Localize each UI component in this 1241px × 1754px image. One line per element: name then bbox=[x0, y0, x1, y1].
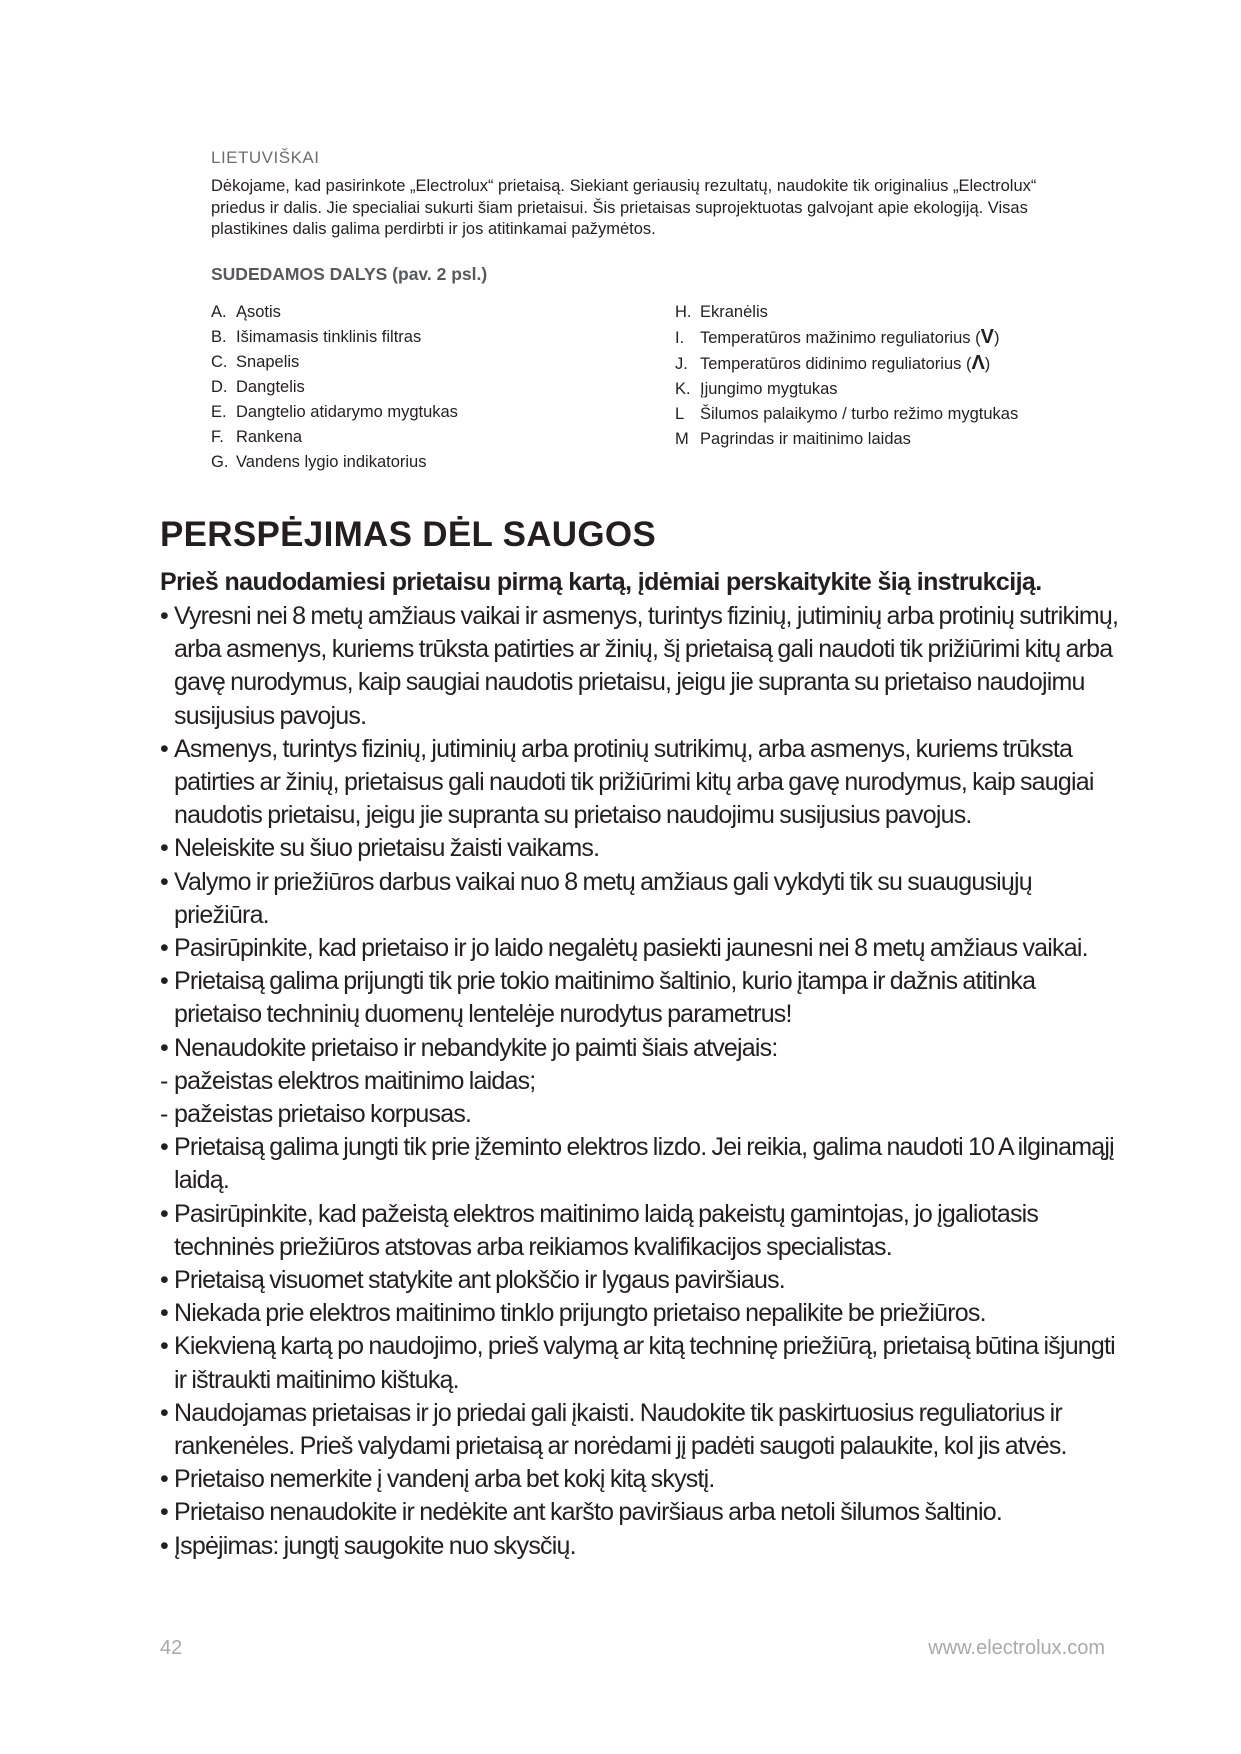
dash-marker: - bbox=[160, 1100, 168, 1129]
footer-url: www.electrolux.com bbox=[928, 1637, 1105, 1659]
part-item bbox=[675, 300, 1135, 325]
bullet-marker: • bbox=[160, 1266, 168, 1295]
part-item bbox=[211, 400, 611, 425]
safety-item-text: Prietaisą visuomet statykite ant plokščio ir lygaus paviršiaus. bbox=[174, 1266, 785, 1295]
part-item bbox=[211, 350, 611, 375]
parts-list-left bbox=[211, 300, 611, 475]
safety-item-text: Asmenys, turintys fizinių, jutiminių arba protinių sutrikimų, arba asmenys, kuriems trūksta patirties ar žinių, prietaisus gali naudoti tik prižiūrimi kitų arba gavę nurodymus, kaip saugiai naudotis prietaisu, jeigu jie supranta su prietaiso naudojimu susijusius pavojus. bbox=[174, 734, 1094, 830]
safety-item bbox=[160, 1297, 1120, 1330]
safety-item bbox=[160, 1198, 1120, 1264]
safety-item bbox=[160, 1397, 1120, 1463]
bullet-marker: • bbox=[160, 1199, 168, 1228]
safety-item-text: Vyresni nei 8 metų amžiaus vaikai ir asmenys, turintys fizinių, jutiminių arba protinių sutrikimų, arba asmenys, kuriems trūksta patirties ar žinių, šį prietaisą gali naudoti tik prižiūrimi kitų arba gavę nurodymus, kaip saugiai naudotis prietaisu, jeigu jie supranta su prietaiso naudojimu susijusius pavojus. bbox=[174, 602, 1119, 730]
safety-item-text: Kiekvieną kartą po naudojimo, prieš valymą ar kitą techninę priežiūrą, prietaisą būtina išjungti ir ištraukti maitinimo kištuką. bbox=[174, 1332, 1115, 1394]
part-item bbox=[675, 351, 1135, 377]
bullet-marker: • bbox=[160, 1398, 168, 1427]
safety-item-text: Pasirūpinkite, kad pažeistą elektros maitinimo laidą pakeistų gamintojas, jo įgaliotasis techninės priežiūros atstovas arba reikiamos kvalifikacijos specialistas. bbox=[174, 1199, 1039, 1261]
part-label: Snapelis bbox=[236, 353, 300, 371]
part-item bbox=[211, 450, 611, 475]
part-letter: D. bbox=[211, 378, 228, 396]
part-letter: C. bbox=[211, 353, 228, 371]
safety-item-text: pažeistas elektros maitinimo laidas; bbox=[174, 1066, 536, 1095]
language-label: LIETUVIŠKAI bbox=[211, 148, 320, 167]
part-item bbox=[675, 377, 1135, 402]
safety-item-text: Prietaiso nemerkite į vandenį arba bet kokį kitą skystį. bbox=[174, 1465, 715, 1494]
bullet-marker: • bbox=[160, 1133, 168, 1162]
bullet-marker: • bbox=[160, 1465, 168, 1494]
part-item bbox=[211, 425, 611, 450]
part-item bbox=[211, 325, 611, 350]
safety-item bbox=[160, 733, 1120, 833]
safety-list bbox=[160, 600, 1120, 1563]
bullet-marker: • bbox=[160, 867, 168, 896]
part-label: Temperatūros mažinimo reguliatorius ( bbox=[700, 329, 981, 347]
part-letter: E. bbox=[211, 403, 227, 421]
bullet-marker: • bbox=[160, 1531, 168, 1560]
part-label: Įjungimo mygtukas bbox=[700, 380, 838, 398]
safety-item bbox=[160, 1264, 1120, 1297]
bullet-marker: • bbox=[160, 1332, 168, 1361]
bullet-marker: • bbox=[160, 967, 168, 996]
part-label: Rankena bbox=[236, 428, 303, 446]
part-label: Dangtelis bbox=[236, 378, 305, 396]
part-letter: K. bbox=[675, 380, 691, 398]
part-letter: I. bbox=[675, 329, 685, 347]
safety-item-text: pažeistas prietaiso korpusas. bbox=[174, 1100, 472, 1129]
bullet-marker: • bbox=[160, 934, 168, 963]
part-label-suffix: ) bbox=[993, 329, 1000, 347]
part-item bbox=[675, 402, 1135, 427]
safety-subitem bbox=[160, 1098, 1120, 1131]
part-letter: M bbox=[675, 430, 689, 448]
safety-item bbox=[160, 600, 1120, 733]
safety-item-text: Prietaisą galima prijungti tik prie tokio maitinimo šaltinio, kurio įtampa ir dažnis atitinka prietaiso techninių duomenų lentelėje nurodytus parametrus! bbox=[174, 967, 1036, 1029]
part-label: Temperatūros didinimo reguliatorius ( bbox=[700, 355, 972, 373]
bullet-marker: • bbox=[160, 1299, 168, 1328]
safety-item bbox=[160, 1131, 1120, 1197]
safety-item-text: Naudojamas prietaisas ir jo priedai gali įkaisti. Naudokite tik paskirtuosius reguliatorius ir rankenėles. Prieš valydami prietaisą ar norėdami jį padėti saugoti palaukite, kol jis atvės. bbox=[174, 1398, 1067, 1461]
chevron-up-icon: Λ bbox=[971, 352, 985, 374]
part-label: Ąsotis bbox=[236, 303, 281, 321]
part-letter: L bbox=[675, 405, 685, 423]
safety-subheading: Prieš naudodamiesi prietaisu pirmą kartą, įdėmiai perskaitykite šią instrukciją. bbox=[160, 568, 1042, 596]
safety-item bbox=[160, 866, 1120, 932]
bullet-marker: • bbox=[160, 602, 168, 630]
safety-item-text: Prietaiso nenaudokite ir nedėkite ant karšto paviršiaus arba netoli šilumos šaltinio. bbox=[174, 1498, 1003, 1527]
part-label: Pagrindas ir maitinimo laidas bbox=[700, 430, 911, 448]
part-label: Ekranėlis bbox=[700, 303, 768, 321]
safety-heading: PERSPĖJIMAS DĖL SAUGOS bbox=[160, 515, 657, 554]
part-item bbox=[675, 427, 1135, 452]
safety-item bbox=[160, 1463, 1120, 1496]
safety-item bbox=[160, 1496, 1120, 1529]
bullet-marker: • bbox=[160, 734, 168, 763]
safety-item bbox=[160, 965, 1120, 1031]
safety-item bbox=[160, 1330, 1120, 1396]
chevron-down-icon: V bbox=[980, 326, 994, 348]
safety-item bbox=[160, 832, 1120, 865]
safety-item bbox=[160, 1530, 1120, 1563]
part-letter: H. bbox=[675, 303, 692, 321]
safety-item-text: Niekada prie elektros maitinimo tinklo prijungto prietaiso nepalikite be priežiūros. bbox=[174, 1299, 986, 1328]
intro-paragraph: Dėkojame, kad pasirinkote „Electrolux“ prietaisą. Siekiant geriausių rezultatų, naudokite tik originalius „Electrolux“ priedus ir dalis. Jie specialiai sukurti šiam prietaisui. Šis prietaisas suprojektuotas galvojant apie ekologiją. Visas plastikines dalis galima perdirbti ir jos atitinkamai pažymėtos. bbox=[211, 177, 1037, 238]
part-letter: G. bbox=[211, 453, 229, 471]
safety-item-text: Prietaisą galima jungti tik prie įžeminto elektros lizdo. Jei reikia, galima naudoti 10 A ilginamąjį laidą. bbox=[174, 1133, 1114, 1195]
parts-list-right bbox=[675, 300, 1135, 452]
safety-item-text: Valymo ir priežiūros darbus vaikai nuo 8 metų amžiaus gali vykdyti tik su suaugusiųjų priežiūra. bbox=[174, 867, 1032, 929]
part-letter: B. bbox=[211, 328, 227, 346]
dash-marker: - bbox=[160, 1066, 168, 1095]
bullet-marker: • bbox=[160, 1033, 168, 1062]
safety-item bbox=[160, 1032, 1120, 1065]
safety-item-text: Įspėjimas: jungtį saugokite nuo skysčių. bbox=[174, 1531, 576, 1560]
bullet-marker: • bbox=[160, 1498, 168, 1527]
page-number: 42 bbox=[160, 1637, 183, 1659]
safety-item-text: Neleiskite su šiuo prietaisu žaisti vaikams. bbox=[174, 834, 600, 863]
part-label: Šilumos palaikymo / turbo režimo mygtukas bbox=[700, 405, 1019, 423]
parts-title: SUDEDAMOS DALYS (pav. 2 psl.) bbox=[211, 264, 488, 284]
part-item bbox=[211, 375, 611, 400]
part-label-suffix: ) bbox=[984, 355, 991, 373]
bullet-marker: • bbox=[160, 834, 168, 863]
part-item bbox=[675, 325, 1135, 351]
safety-item-text: Pasirūpinkite, kad prietaiso ir jo laido negalėtų pasiekti jaunesni nei 8 metų amžiaus vaikai. bbox=[174, 934, 1088, 963]
safety-subitem bbox=[160, 1065, 1120, 1098]
safety-item-text: Nenaudokite prietaiso ir nebandykite jo paimti šiais atvejais: bbox=[174, 1033, 778, 1062]
part-item bbox=[211, 300, 611, 325]
part-letter: A. bbox=[211, 303, 227, 321]
part-letter: J. bbox=[675, 355, 688, 373]
part-label: Vandens lygio indikatorius bbox=[236, 453, 427, 471]
part-label: Išimamasis tinklinis filtras bbox=[236, 328, 422, 346]
part-label: Dangtelio atidarymo mygtukas bbox=[236, 403, 458, 421]
part-letter: F. bbox=[211, 428, 224, 446]
safety-item bbox=[160, 932, 1120, 965]
